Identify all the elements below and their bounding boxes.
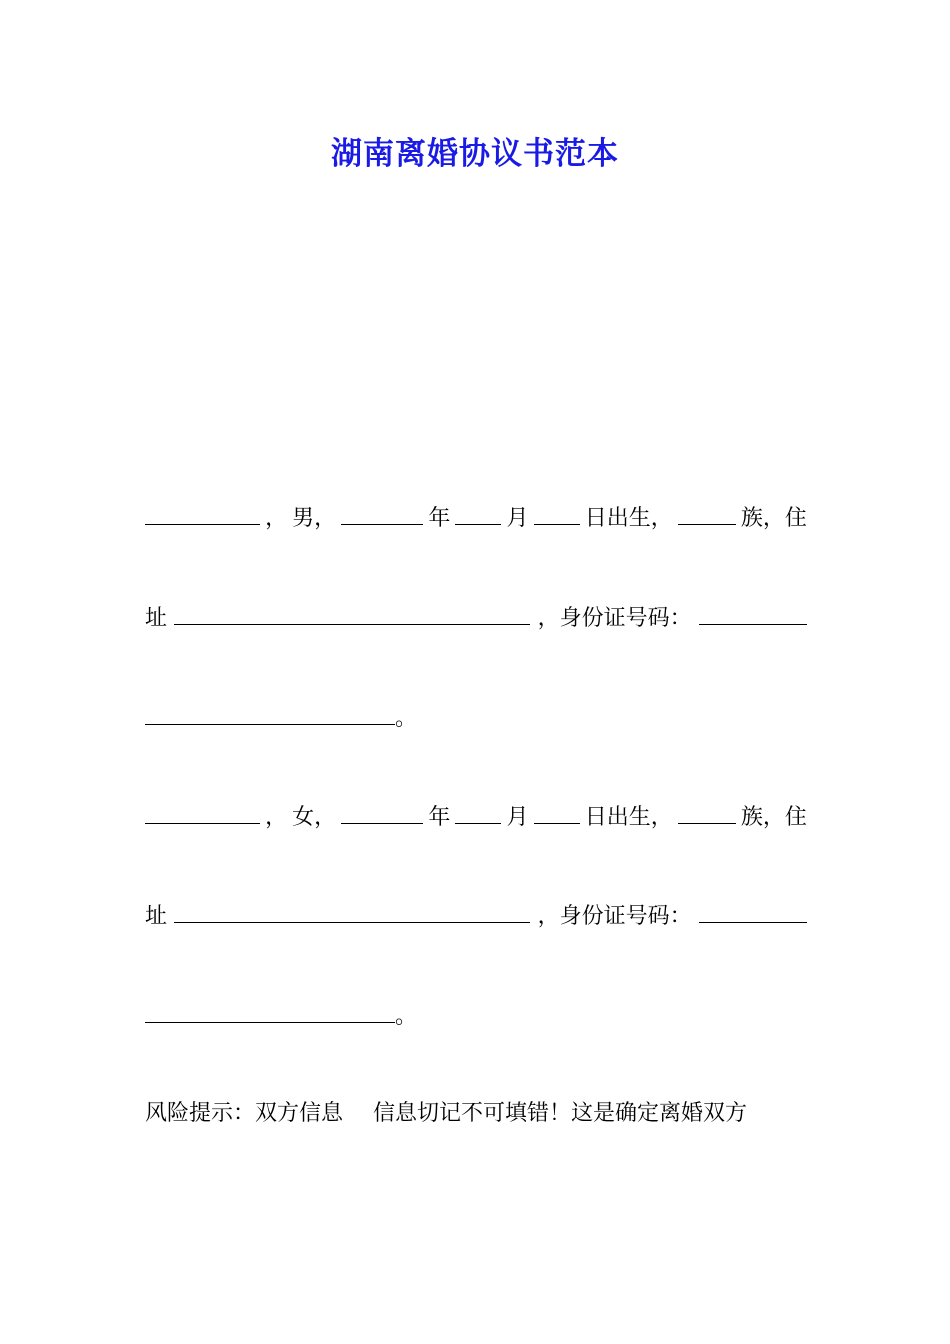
female-gender: 女， [292, 805, 337, 830]
male-month-label: 月 [506, 506, 529, 531]
female-address-prefix: 址 [145, 904, 168, 929]
female-birth-label: 日出生， [584, 805, 673, 830]
male-year-blank[interactable] [341, 500, 423, 525]
male-day-blank[interactable] [534, 500, 580, 525]
female-party-line-1 [145, 799, 807, 833]
risk-note-part-1: 风险提示：双方信息 [145, 1101, 344, 1126]
male-ethnicity-label: 族，住 [740, 506, 807, 531]
male-birth-label: 日出生， [584, 506, 673, 531]
female-day-blank[interactable] [534, 799, 580, 824]
female-comma: ， [265, 805, 288, 830]
risk-note [145, 1097, 807, 1131]
female-id-blank-2[interactable] [145, 998, 395, 1023]
male-name-blank[interactable] [145, 500, 260, 525]
male-address-blank[interactable] [174, 600, 530, 625]
male-year-label: 年 [428, 506, 451, 531]
male-party-line-3 [145, 700, 807, 734]
female-id-label: ，身份证号码： [537, 904, 692, 929]
female-month-label: 月 [506, 805, 529, 830]
male-gender: 男， [292, 506, 337, 531]
female-party-line-3 [145, 998, 807, 1032]
male-party-line-2 [145, 600, 807, 634]
female-year-label: 年 [428, 805, 451, 830]
risk-note-part-2: 信息切记不可填错！这是确定离婚双方 [373, 1101, 748, 1126]
male-ethnicity-blank[interactable] [678, 500, 736, 525]
male-id-blank-2[interactable] [145, 700, 395, 725]
female-ethnicity-blank[interactable] [678, 799, 736, 824]
female-name-blank[interactable] [145, 799, 260, 824]
male-address-prefix: 址 [145, 606, 168, 631]
female-month-blank[interactable] [455, 799, 501, 824]
female-ethnicity-label: 族，住 [740, 805, 807, 830]
female-address-blank[interactable] [174, 898, 530, 923]
female-end: 。 [395, 1004, 418, 1029]
document-title: 湖南离婚协议书范本 [331, 136, 619, 172]
female-id-blank-1[interactable] [699, 898, 807, 923]
male-party-line-1 [145, 500, 807, 534]
female-year-blank[interactable] [341, 799, 423, 824]
male-id-blank-1[interactable] [699, 600, 807, 625]
female-party-line-2 [145, 898, 807, 932]
male-comma: ， [265, 506, 288, 531]
male-end: 。 [395, 706, 418, 731]
male-id-label: ，身份证号码： [537, 606, 692, 631]
male-month-blank[interactable] [455, 500, 501, 525]
